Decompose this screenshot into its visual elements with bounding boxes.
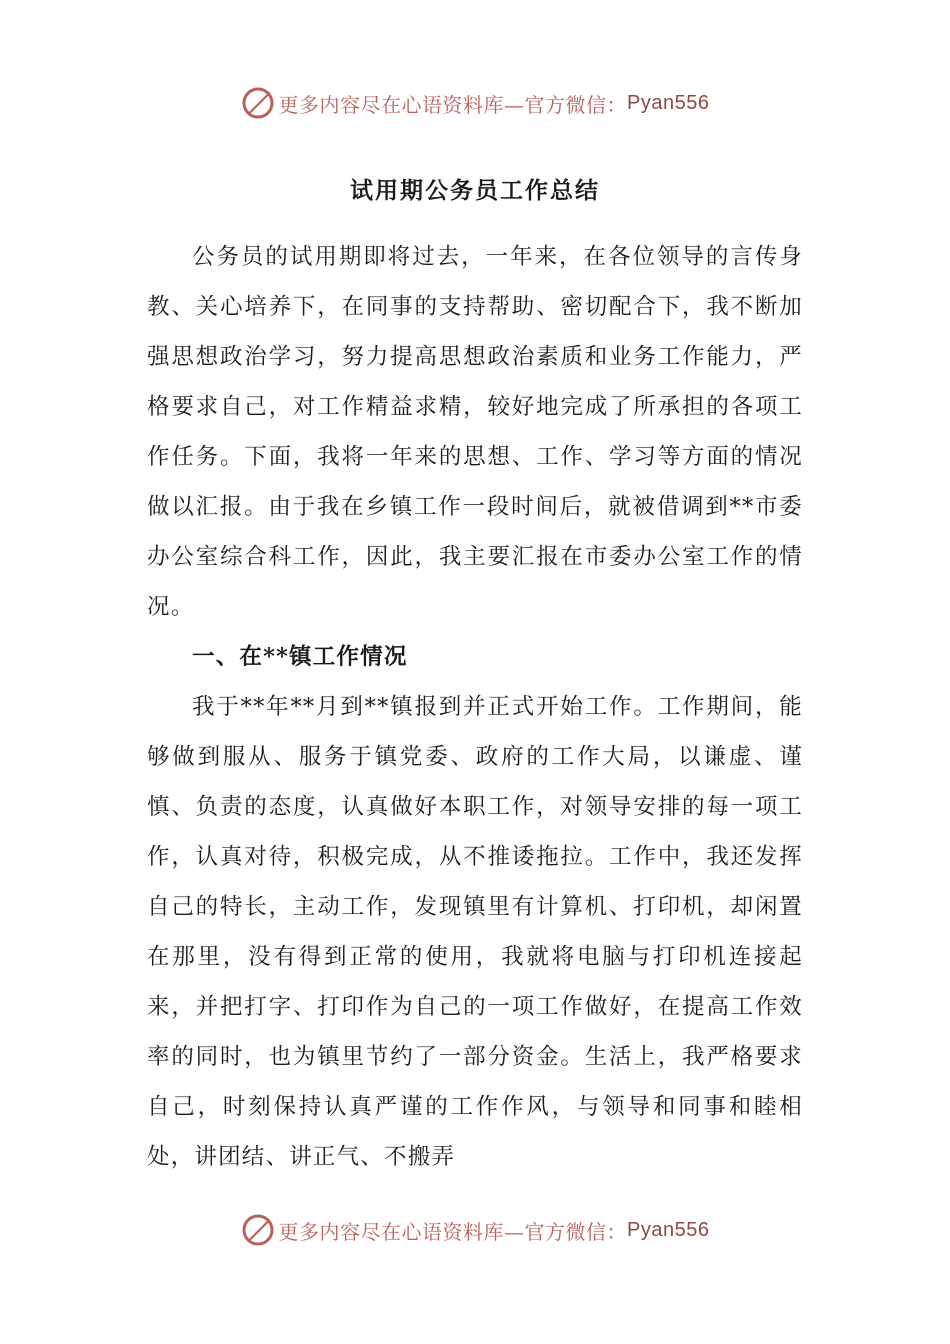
- banner-wechat-id[interactable]: Pyan556: [627, 91, 710, 114]
- document-title: 试用期公务员工作总结: [350, 177, 600, 204]
- quill-circle-logo-icon: [241, 86, 275, 120]
- banner-text: 更多内容尽在心语资料库—官方微信：: [278, 1219, 628, 1244]
- section-heading: 一、在**镇工作情况: [192, 644, 408, 670]
- footer-banner: [0, 1210, 950, 1250]
- intro-paragraph: 公务员的试用期即将过去，一年来，在各位领导的言传身教、关心培养下，在同事的支持帮助、密切配合下，我不断加强思想政治学习，努力提高思想政治素质和业务工作能力，严格要求自己，对工作精益求精，较好地完成了所承担的各项工作任务。下面，我将一年来的思想、工作、学习等方面的情况做以汇报。由于我在乡镇工作一段时间后，就被借调到**市委办公室综合科工作，因此，我主要汇报在市委办公室工作的情况。: [147, 244, 803, 620]
- banner-wechat-id[interactable]: Pyan556: [627, 1218, 710, 1241]
- header-banner: [0, 83, 950, 123]
- document-body: [147, 232, 803, 1182]
- banner-text: 更多内容尽在心语资料库—官方微信：: [278, 92, 628, 117]
- section-paragraph: 我于**年**月到**镇报到并正式开始工作。工作期间，能够做到服从、服务于镇党委、政府的工作大局，以谦虚、谨慎、负责的态度，认真做好本职工作，对领导安排的每一项工作，认真对待，积极完成，从不推诿拖拉。工作中，我还发挥自己的特长，主动工作，发现镇里有计算机、打印机，却闲置在那里，没有得到正常的使用，我就将电脑与打印机连接起来，并把打字、打印作为自己的一项工作做好，在提高工作效率的同时，也为镇里节约了一部分资金。生活上，我严格要求自己，时刻保持认真严谨的工作作风，与领导和同事和睦相处，讲团结、讲正气、不搬弄: [147, 694, 803, 1170]
- quill-circle-logo-icon: [241, 1213, 275, 1247]
